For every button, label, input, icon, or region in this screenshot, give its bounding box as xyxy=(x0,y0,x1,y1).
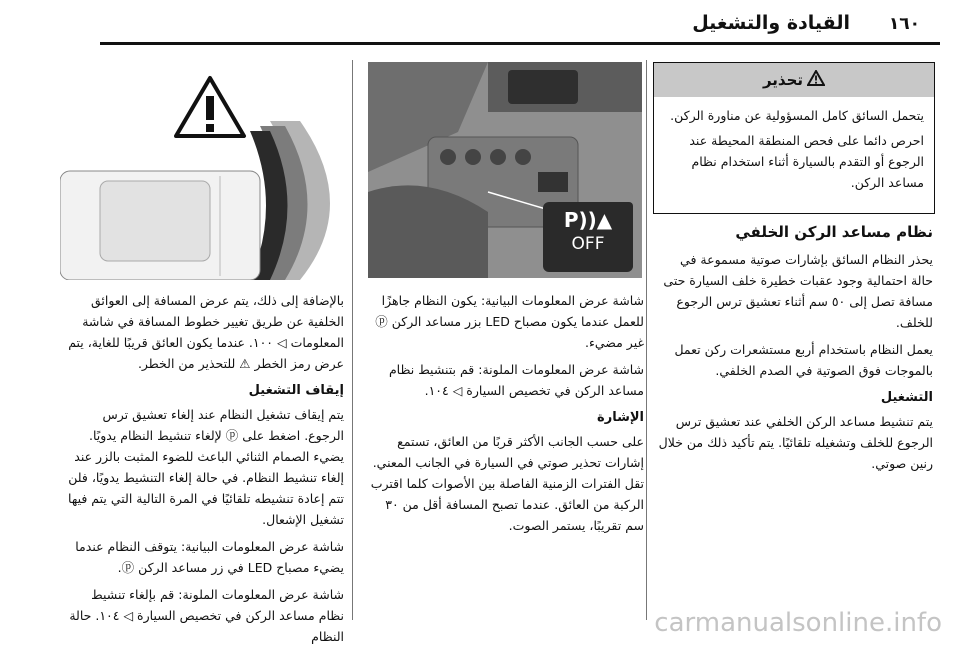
sensor-range-diagram xyxy=(60,66,342,280)
body-paragraph: على حسب الجانب الأكثر قربًا من العائق، تستمع إشارات تحذير صوتي في السيارة في الجانب المعني. تقل الفترات الزمنية الفاصلة بين الأصوات كلما اقترب الركبة من العائق. عندما تصبح المسافة أقل من ٣٠ سم تقريبًا، يستمر الصوت. xyxy=(370,434,644,533)
park-assist-button xyxy=(543,202,633,272)
column-divider xyxy=(352,60,353,620)
body-paragraph: شاشة عرض المعلومات الملونة: قم بتنشيط نظام مساعد الركن في تخصيص السيارة ◁ ١٠٤. xyxy=(388,362,644,398)
page-number: ١٦٠ xyxy=(888,14,920,34)
chapter-title: القيادة والتشغيل xyxy=(692,12,850,34)
watermark: carmanualsonline.info xyxy=(654,608,942,638)
warning-paragraph: يتحمل السائق كامل المسؤولية عن مناورة الركن. xyxy=(670,108,924,123)
warning-title: تحذير xyxy=(762,71,804,89)
warning-paragraph: احرص دائما على فحص المنطقة المحيطة عند الرجوع أو التقدم بالسيارة أثناء استخدام نظام مساعد الركن. xyxy=(689,133,924,190)
left-column xyxy=(64,290,344,653)
warning-header xyxy=(654,63,934,97)
park-assist-off-label: OFF xyxy=(571,234,605,254)
header-rule xyxy=(100,42,940,45)
column-divider xyxy=(646,60,647,620)
parking-button-photo xyxy=(368,62,642,278)
body-paragraph: يتم إيقاف تشغيل النظام عند إلغاء تعشيق ترس الرجوع. اضغط على ⓟ لإلغاء تنشيط النظام يدويًا. يضيء الصمام الثنائي الباعث للضوء المثبت بالزر عند إلغاء تنشيط النظام. في حالة إلغاء التنشيط يدويًا، فلن تتم إعادة تنشيطه تلقائيًا في المرة التالية التي يتم فيها تشغيل الإشعال. xyxy=(68,407,344,527)
body-paragraph: بالإضافة إلى ذلك، يتم عرض المسافة إلى العوائق الخلفية عن طريق تغيير خطوط المسافة في شاشة المعلومات ◁ ١٠٠. عندما يكون العائق قريبًا للغاية، يتم عرض رمز الخطر ⚠ للتحذير من الخطر. xyxy=(68,293,344,371)
body-paragraph: شاشة عرض المعلومات البيانية: يتوقف النظام عندما يضيء مصباح LED في زر مساعد الركن ⓟ. xyxy=(75,539,344,575)
body-paragraph: شاشة عرض المعلومات الملونة: قم بإلغاء تنشيط نظام مساعد الركن في تخصيص السيارة ◁ ١٠٤. حالة النظام xyxy=(69,587,344,644)
body-paragraph: شاشة عرض المعلومات البيانية: يكون النظام جاهزًا للعمل عندما يكون مصباح LED بزر مساعد الركن ⓟ غير مضيء. xyxy=(375,293,644,350)
page-header xyxy=(0,0,960,52)
body-paragraph: يعمل النظام باستخدام أربع مستشعرات ركن تعمل بالموجات فوق الصوتية في الصدم الخلفي. xyxy=(674,342,933,378)
body-paragraph: يحذر النظام السائق بإشارات صوتية مسموعة في حالة احتمالية وجود عقبات خطيرة خلف السيارة حتى مسافة تصل إلى ٥٠ سم أثناء تعشيق ترس الرجوع للخلف. xyxy=(663,252,933,330)
subsection-heading: التشغيل xyxy=(880,390,933,405)
subsection-heading: الإشارة xyxy=(597,410,644,425)
warning-icon xyxy=(807,70,825,90)
park-assist-icon: P))▲ xyxy=(563,208,613,232)
section-heading: نظام مساعد الركن الخلفي xyxy=(735,223,933,241)
subsection-heading: إيقاف التشغيل xyxy=(248,383,344,398)
right-column xyxy=(655,222,933,480)
middle-column xyxy=(364,290,644,542)
warning-box xyxy=(653,62,935,214)
body-paragraph: يتم تنشيط مساعد الركن الخلفي عند تعشيق ترس الرجوع للخلف وتشغيله تلقائيًا. يتم تأكيد ذلك من خلال رنين صوتي. xyxy=(658,414,933,471)
